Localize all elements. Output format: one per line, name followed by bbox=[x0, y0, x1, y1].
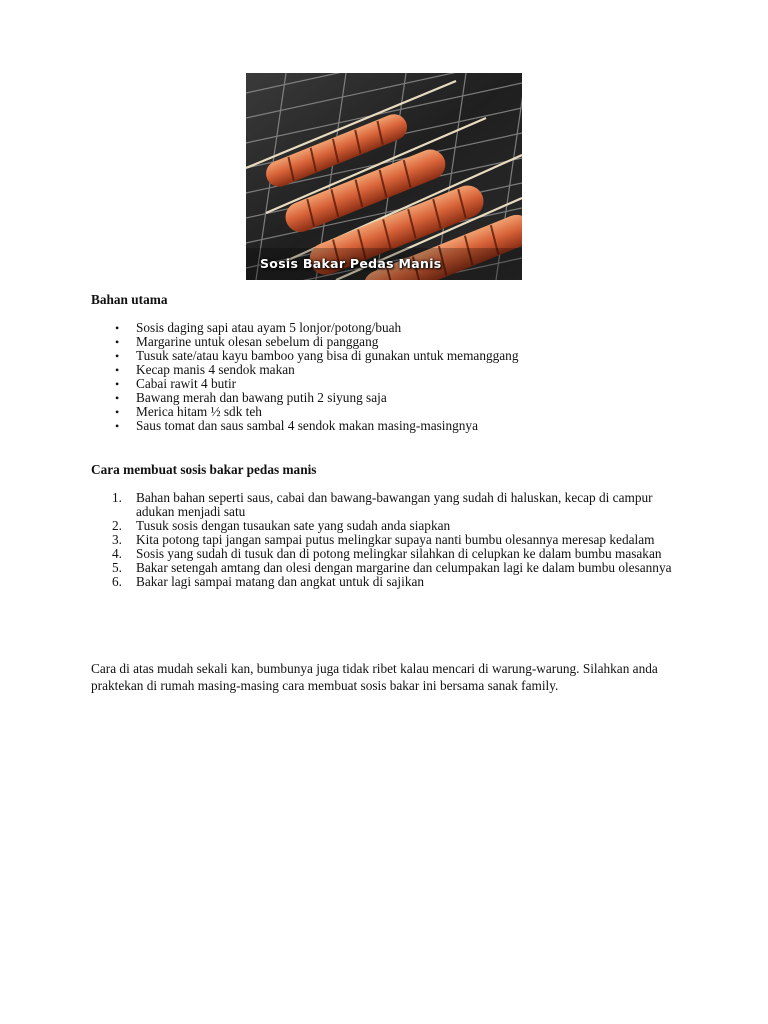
ingredient-text: Tusuk sate/atau kayu bamboo yang bisa di gunakan untuk memanggang bbox=[136, 348, 519, 363]
ingredient-text: Kecap manis 4 sendok makan bbox=[136, 362, 295, 377]
step-text: Bahan bahan seperti saus, cabai dan bawang-bawangan yang sudah di haluskan, kecap di campur adukan menjadi satu bbox=[136, 490, 653, 519]
list-item bbox=[91, 363, 691, 377]
steps-list bbox=[91, 491, 681, 589]
step-number: 4. bbox=[112, 546, 122, 561]
ingredients-list bbox=[91, 321, 691, 433]
list-item bbox=[91, 519, 681, 533]
bullet-icon: • bbox=[115, 349, 120, 363]
step-number: 3. bbox=[112, 532, 122, 547]
ingredient-text: Margarine untuk olesan sebelum di panggang bbox=[136, 334, 379, 349]
step-text: Kita potong tapi jangan sampai putus melingkar supaya nanti bumbu olesannya meresap kedalam bbox=[136, 532, 655, 547]
grilled-sausage-photo bbox=[246, 73, 522, 280]
closing-paragraph: Cara di atas mudah sekali kan, bumbunya juga tidak ribet kalau mencari di warung-warung. Silahkan anda praktekan di rumah masing-masing cara membuat sosis bakar ini bersama sanak family. bbox=[91, 661, 658, 693]
list-item bbox=[91, 405, 691, 419]
step-text: Bakar setengah amtang dan olesi dengan margarine dan celumpakan lagi ke dalam bumbu olesannya bbox=[136, 560, 672, 575]
list-item bbox=[91, 321, 691, 335]
bullet-icon: • bbox=[115, 363, 120, 377]
bullet-icon: • bbox=[115, 405, 120, 419]
list-item bbox=[91, 377, 691, 391]
step-number: 1. bbox=[112, 490, 122, 505]
step-text: Sosis yang sudah di tusuk dan di potong melingkar silahkan di celupkan ke dalam bumbu masakan bbox=[136, 546, 662, 561]
step-number: 6. bbox=[112, 574, 122, 589]
list-item bbox=[91, 561, 681, 575]
ingredient-text: Sosis daging sapi atau ayam 5 lonjor/potong/buah bbox=[136, 320, 402, 335]
ingredient-text: Saus tomat dan saus sambal 4 sendok makan masing-masingnya bbox=[136, 418, 478, 433]
step-number: 2. bbox=[112, 518, 122, 533]
list-item bbox=[91, 349, 691, 363]
ingredient-text: Bawang merah dan bawang putih 2 siyung saja bbox=[136, 390, 387, 405]
list-item bbox=[91, 547, 681, 561]
steps-heading: Cara membuat sosis bakar pedas manis bbox=[91, 462, 317, 477]
step-text: Bakar lagi sampai matang dan angkat untuk di sajikan bbox=[136, 574, 425, 589]
bullet-icon: • bbox=[115, 335, 120, 349]
list-item bbox=[91, 575, 681, 589]
list-item bbox=[91, 335, 691, 349]
list-item bbox=[91, 491, 681, 519]
bullet-icon: • bbox=[115, 321, 120, 335]
ingredients-heading: Bahan utama bbox=[91, 292, 168, 307]
image-caption: Sosis Bakar Pedas Manis bbox=[260, 256, 442, 271]
ingredient-text: Merica hitam ½ sdk teh bbox=[136, 404, 262, 419]
ingredient-text: Cabai rawit 4 butir bbox=[136, 376, 237, 391]
bullet-icon: • bbox=[115, 419, 120, 433]
list-item bbox=[91, 391, 691, 405]
step-text: Tusuk sosis dengan tusaukan sate yang sudah anda siapkan bbox=[136, 518, 451, 533]
list-item bbox=[91, 533, 681, 547]
list-item bbox=[91, 419, 691, 433]
bullet-icon: • bbox=[115, 377, 120, 391]
bullet-icon: • bbox=[115, 391, 120, 405]
step-number: 5. bbox=[112, 560, 122, 575]
sausage-illustration bbox=[246, 73, 522, 280]
